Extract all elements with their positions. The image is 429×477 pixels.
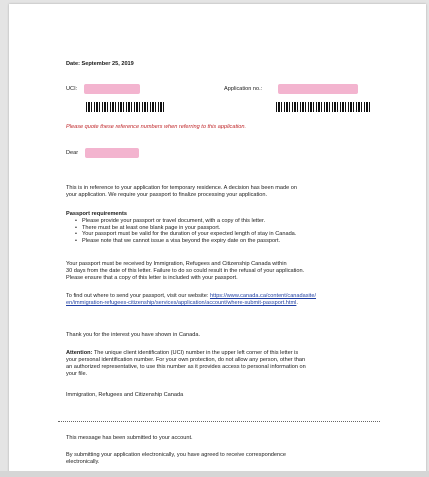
thanks-line: Thank you for the interest you have shown in Canada.	[66, 332, 201, 338]
quote-reference-notice: Please quote these reference numbers when referring to this application.	[66, 124, 247, 130]
viewer-bottom-edge	[0, 471, 429, 477]
application-number-redaction	[278, 84, 358, 94]
receipt-line-3: Please ensure that a copy of this letter is included with your passport.	[66, 275, 238, 281]
recipient-name-redaction	[85, 148, 139, 158]
submitted-notice: This message has been submitted to your account.	[66, 435, 193, 441]
uci-label: UCI:	[66, 86, 78, 92]
attention-text: The unique client identification (UCI) number in the upper left corner of this letter is	[92, 350, 299, 356]
salutation: Dear	[66, 150, 79, 156]
attention-line-4: your file.	[66, 371, 88, 377]
uci-redaction	[84, 84, 140, 94]
intro-line-1: This is in reference to your application for temporary residence. A decision has been made on	[66, 185, 298, 191]
attention-line-2: your personal identification number. For your own protection, do not allow any person, other than	[66, 357, 306, 363]
passport-url-link-continued[interactable]: en/immigration-refugees-citizenship/services/application/account/where-submit-passport.html	[66, 300, 297, 306]
attention-line-1	[66, 350, 298, 357]
uci-barcode	[86, 102, 164, 112]
signature: Immigration, Refugees and Citizenship Canada	[66, 392, 184, 398]
requirement-item: • Please provide your passport or travel document, with a copy of this letter.	[74, 218, 296, 225]
receipt-line-2: 30 days from the date of this letter. Failure to do so could result in the refusal of your application.	[66, 268, 305, 274]
dotted-divider	[58, 421, 380, 422]
requirement-item: • There must be at least one blank page in your passport.	[74, 225, 296, 232]
letter-date: Date: September 25, 2019	[66, 61, 134, 67]
website-line-1	[66, 293, 316, 300]
website-prefix: To find out where to send your passport, visit our website:	[66, 293, 210, 299]
passport-url-link[interactable]: https://www.canada.ca/content/canadasite/	[209, 293, 317, 299]
consent-line-2: electronically.	[66, 459, 100, 465]
application-number-label: Application no.:	[224, 86, 263, 92]
consent-line-1: By submitting your application electronically, you have agreed to receive correspondence	[66, 452, 287, 458]
requirement-item: • Please note that we cannot issue a visa beyond the expiry date on the passport.	[74, 238, 296, 245]
url-period: .	[296, 300, 298, 306]
receipt-line-1: Your passport must be received by Immigration, Refugees and Citizenship Canada within	[66, 261, 287, 267]
intro-line-2: your application. We require your passport to finalize processing your application.	[66, 192, 268, 198]
application-barcode	[276, 102, 370, 112]
requirements-list	[74, 218, 296, 244]
website-line-2	[66, 300, 298, 307]
attention-label: Attention:	[66, 350, 93, 356]
requirements-heading: Passport requirements	[66, 211, 127, 217]
requirement-item: • Your passport must be valid for the duration of your expected length of stay in Canada.	[74, 231, 296, 238]
attention-line-3: an authorized representative, to use this number as it provides access to personal information on	[66, 364, 306, 370]
